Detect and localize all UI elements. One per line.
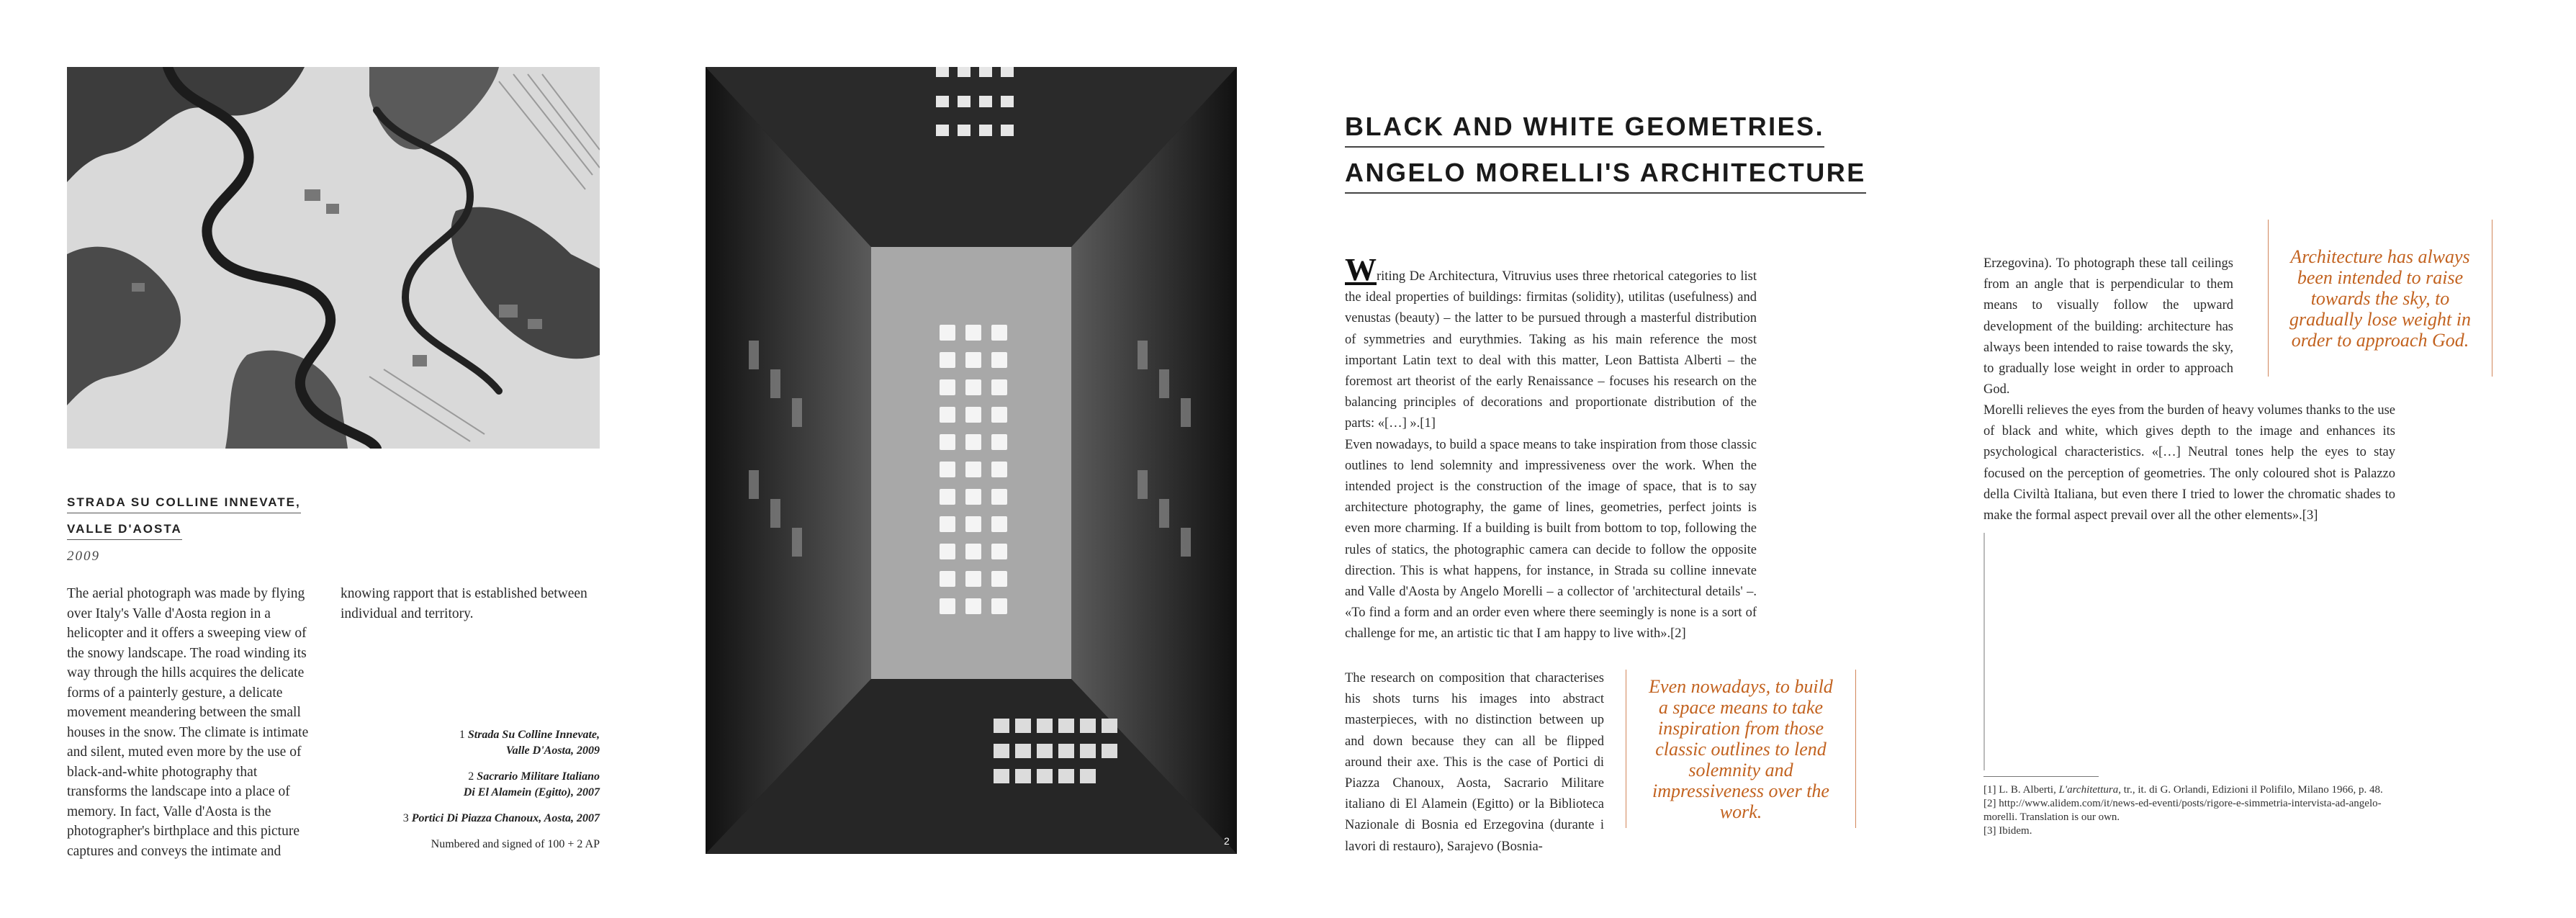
pull-quote-1 bbox=[1626, 670, 1856, 828]
credit-1: 1 Strada Su Colline Innevate, Valle D'Aosta, 2009 bbox=[459, 729, 600, 757]
caption-title bbox=[67, 495, 301, 549]
article-title bbox=[1345, 112, 1866, 204]
credit-3: 3 Portici Di Piazza Chanoux, Aosta, 2007 bbox=[402, 812, 600, 824]
column-divider bbox=[1983, 533, 1985, 770]
pull-quote-1-text: Even nowadays, to build a space means to take inspiration from those classic outlines to lend solemnity and impressiveness over the work. bbox=[1649, 675, 1833, 822]
paragraph-2: Even nowadays, to build a space means to take inspiration from those classic outlines to lend solemnity and impressiveness over the work. When the intended project is the construction of the image of space, that is to say architecture photography, the game of lines, geometries, perfect joints is even more charming. If a building is built from bottom to top, following the rules of statics, the photographic camera can decide to follow the opposite direction. This is what happens, for instance, in Strada su colline innevate and Valle d'Aosta by Angelo Morelli – a collector of 'architectural details' –. «To find a form and an order even where there seemingly is none is a sort of challenge for me, an artistic tic that I am happy to live with».[2] bbox=[1345, 437, 1757, 642]
left-body-column-1: The aerial photograph was made by flying over Italy's Valle d'Aosta region in a helicopter and it offers a sweeping view of the snowy landscape. The road winding its way through the hills acquires the delicate forms of a painterly gesture, a delicate movement meandering between the small houses in the snow. The climate is intimate and silent, muted even more by the use of black-and-white photography that transforms the landscape into a place of memory. In fact, Valle d'Aosta is the photographer's birthplace and this picture captures and conveys the intimate and bbox=[67, 586, 309, 859]
image-page-number: 2 bbox=[1224, 835, 1230, 847]
drop-cap: W bbox=[1345, 252, 1377, 287]
footnote-3: [3] Ibidem. bbox=[1983, 825, 2032, 837]
left-body-column-2: knowing rapport that is established between individual and territory. bbox=[341, 586, 587, 621]
footnote-1: [1] L. B. Alberti, L'architettura, tr., it. di G. Orlandi, Edizioni il Polifilo, Milano 1966, p. 48. bbox=[1983, 784, 2383, 796]
ceiling-windows-photo bbox=[706, 67, 1237, 854]
edition-note: Numbered and signed of 100 + 2 AP bbox=[431, 838, 600, 850]
aerial-photo-snowy-hills bbox=[67, 67, 600, 449]
paragraph-1: Writing De Architectura, Vitruvius uses three rhetorical categories to list the ideal properties of buildings: firmitas (solidity), utilitas (usefulness) and venustas (beauty) – the latter to be pursued through a masterful distribution of symmetries and eurythmies. Taking as his main reference the most important Latin text to deal with this matter, Leon Battista Alberti – the foremost art theorist of the early Renaissance – focuses his research on the balancing principles of decorations and proportionate distribution of the parts: «[…] ».[1] bbox=[1345, 252, 1757, 431]
article-title-line2: ANGELO MORELLI'S ARCHITECTURE bbox=[1345, 158, 1866, 194]
article-title-line1: BLACK AND WHITE GEOMETRIES. bbox=[1345, 112, 1824, 148]
photo-credits bbox=[341, 727, 600, 863]
paragraph-3-continued: Erzegovina). To photograph these tall ceilings from an angle that is perpendicular to them means to visually follow the upward development of the building: architecture has always been intended to raise towards the sky, to gradually lose weight in order to approach God. bbox=[1983, 256, 2233, 397]
footnotes bbox=[1983, 783, 2397, 838]
footnotes-divider bbox=[1983, 776, 2099, 777]
article-column-1 bbox=[1345, 252, 1757, 645]
paragraph-3: The research on composition that characterises his shots turns his images into abstract masterpieces, with no distinction between up and down because they can all be flipped around their axe. This is the case of Portici di Piazza Chanoux, Aosta, Sacrario Militare italiano di El Alamein (Egitto) or la Biblioteca Nazionale di Bosnia ed Erzegovina (durante i lavori di restauro), Sarajevo (Bosnia- bbox=[1345, 671, 1604, 854]
caption-year: 2009 bbox=[67, 549, 100, 564]
footnote-2: [2] http://www.alidem.com/it/news-ed-eventi/posts/rigore-e-simmetria-intervista-ad-angelo-morelli. Translation is our own. bbox=[1983, 798, 2382, 823]
pull-quote-2-text: Architecture has always been intended to raise towards the sky, to gradually lose weight in order to approach God. bbox=[2289, 246, 2472, 351]
paragraph-4: Morelli relieves the eyes from the burden of heavy volumes thanks to the use of black and white, which gives depth to the image and enhances its psychological characteristics. «[…] Neutral tones help the eyes to stay focused on the perception of geometries. The only coloured shot is Palazzo della Civiltà Italiana, but even there I tried to lower the chromatic shades to make the formal aspect prevail over all the other elements».[3] bbox=[1983, 403, 2395, 523]
caption-title-line1: STRADA SU COLLINE INNEVATE, bbox=[67, 495, 301, 513]
credit-2: 2 Sacrario Militare Italiano Di El Alamein (Egitto), 2007 bbox=[463, 770, 600, 798]
pull-quote-2 bbox=[2268, 220, 2492, 377]
caption-title-line2: VALLE D'AOSTA bbox=[67, 522, 182, 540]
